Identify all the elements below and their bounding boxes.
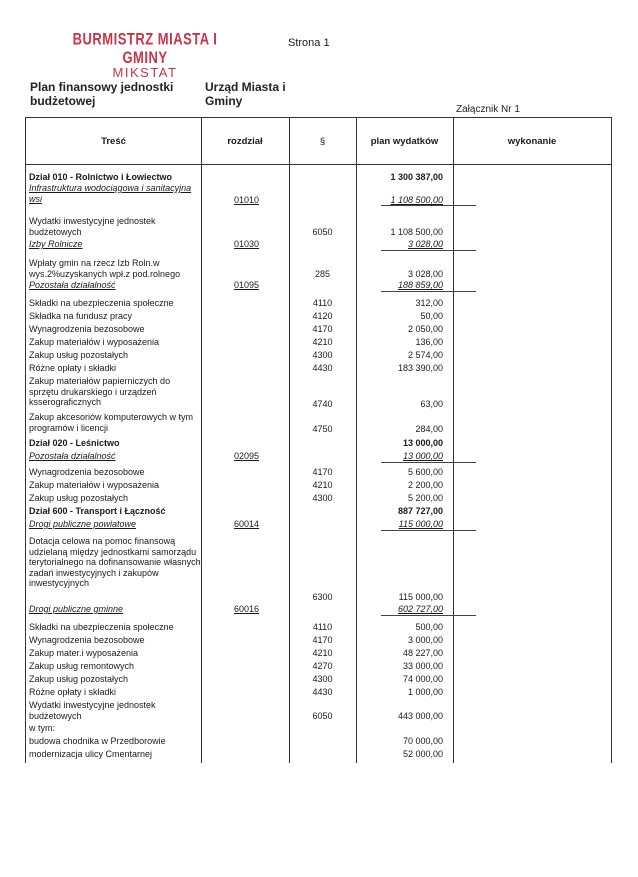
row-plan-amount: 1 108 500,00: [390, 227, 443, 237]
row-plan-amount: 2 200,00: [407, 480, 443, 490]
column-header-paragraph: §: [319, 136, 326, 147]
row-plan-amount: 52 000,00: [402, 749, 443, 759]
subtotal-underline: [381, 615, 476, 616]
row-description: Różne opłaty i składki: [29, 363, 117, 373]
row-description: Dotacja celowa na pomoc finansową udzielaną między jednostkami samorządu terytorialnego na dofinansowanie własnych zadań inwestycyjnych i zakupów inwestycyjnych: [29, 536, 201, 588]
row-plan-amount: 5 600,00: [407, 467, 443, 477]
row-paragraph: 4300: [312, 350, 333, 360]
row-chapter: 02095: [233, 451, 260, 461]
row-plan-amount: 2 574,00: [407, 350, 443, 360]
row-description: budowa chodnika w Przedborowie: [29, 736, 166, 746]
row-plan-amount: 74 000,00: [402, 674, 443, 684]
column-header-plan: plan wydatków: [370, 136, 439, 147]
stamp-line-2: MIKSTAT: [112, 65, 178, 80]
row-plan-amount: 2 050,00: [407, 324, 443, 334]
row-paragraph: 4170: [312, 324, 333, 334]
column-header-rozdzial: rozdział: [227, 136, 263, 147]
row-paragraph: 4110: [312, 622, 333, 632]
row-paragraph: 4210: [312, 480, 333, 490]
row-plan-amount: 115 000,00: [398, 519, 443, 529]
row-chapter: 01030: [233, 239, 260, 249]
row-plan-amount: 33 000,00: [402, 661, 443, 671]
row-plan-amount: 3 028,00: [407, 239, 443, 249]
subtotal-underline: [381, 462, 476, 463]
row-plan-amount: 602 727,00: [397, 604, 443, 614]
row-paragraph: 6050: [312, 711, 333, 721]
row-description: Dział 600 - Transport i Łączność: [29, 506, 166, 516]
row-plan-amount: 115 000,00: [398, 592, 443, 602]
office-name: Urząd Miasta i Gminy: [205, 80, 286, 108]
row-description: Różne opłaty i składki: [29, 687, 117, 697]
row-description: Zakup usług pozostałych: [29, 350, 129, 360]
page-label: Strona 1: [288, 37, 330, 49]
row-plan-amount: 5 200,00: [407, 493, 443, 503]
row-chapter: 01095: [233, 280, 260, 290]
column-divider: [453, 118, 454, 763]
row-chapter: 01010: [233, 195, 260, 205]
row-description: Izby Rolnicze: [29, 239, 83, 249]
row-description: Infrastruktura wodociągowa i sanitacyjna wsi: [29, 183, 192, 204]
row-plan-amount: 13 000,00: [402, 438, 443, 448]
row-paragraph: 4750: [312, 424, 333, 434]
row-paragraph: 4430: [312, 687, 333, 697]
row-description: Drogi publiczne gminne: [29, 604, 124, 614]
row-plan-amount: 312,00: [415, 298, 443, 308]
row-description: Składka na fundusz pracy: [29, 311, 133, 321]
row-paragraph: 6050: [312, 227, 333, 237]
row-plan-amount: 48 227,00: [402, 648, 443, 658]
stamp-line-1: BURMISTRZ MIASTA I GMINY: [72, 29, 218, 67]
row-paragraph: 4170: [312, 467, 333, 477]
row-description: Wynagrodzenia bezosobowe: [29, 467, 145, 477]
subtotal-underline: [381, 291, 476, 292]
document-title: Plan finansowy jednostki budżetowej: [30, 80, 174, 108]
column-header-tresc: Treść: [101, 136, 126, 147]
row-description: Zakup materiałów i wyposażenia: [29, 337, 160, 347]
row-plan-amount: 500,00: [415, 622, 443, 632]
row-plan-amount: 188 859,00: [397, 280, 443, 290]
row-paragraph: 4120: [312, 311, 333, 321]
column-header-wykonanie: wykonanie: [507, 136, 557, 147]
row-plan-amount: 1 108 500,00: [390, 195, 443, 205]
row-description: Wpłaty gmin na rzecz Izb Roln.w wys.2%uzyskanych wpł.z pod.rolnego: [29, 258, 181, 279]
row-plan-amount: 3 028,00: [407, 269, 443, 279]
row-paragraph: 4210: [312, 648, 333, 658]
row-paragraph: 4170: [312, 635, 333, 645]
row-description: Zakup usług pozostałych: [29, 493, 129, 503]
row-description: Zakup materiałów i wyposażenia: [29, 480, 160, 490]
header-divider: [26, 164, 611, 165]
row-plan-amount: 887 727,00: [397, 506, 443, 516]
official-stamp: [70, 29, 220, 80]
row-description: Zakup mater.i wyposażenia: [29, 648, 139, 658]
row-plan-amount: 1 000,00: [407, 687, 443, 697]
subtotal-underline: [381, 530, 476, 531]
row-plan-amount: 284,00: [415, 424, 443, 434]
row-plan-amount: 3 000,00: [407, 635, 443, 645]
row-plan-amount: 50,00: [420, 311, 443, 321]
row-description: Wydatki inwestycyjne jednostek budżetowych: [29, 700, 156, 721]
row-chapter: 60014: [233, 519, 260, 529]
row-description: Zakup usług pozostałych: [29, 674, 129, 684]
row-plan-amount: 1 300 387,00: [390, 172, 443, 182]
row-paragraph: 4300: [312, 493, 333, 503]
row-paragraph: 4430: [312, 363, 333, 373]
row-chapter: 60016: [233, 604, 260, 614]
row-description: Zakup materiałów papierniczych do sprzętu drukarskiego i urządzeń ksserograficznych: [29, 376, 171, 407]
row-paragraph: 4270: [312, 661, 333, 671]
row-plan-amount: 136,00: [415, 337, 443, 347]
subtotal-underline: [381, 250, 476, 251]
row-description: Zakup usług remontowych: [29, 661, 135, 671]
row-paragraph: 4300: [312, 674, 333, 684]
row-description: Dział 020 - Leśnictwo: [29, 438, 120, 448]
row-description: Wydatki inwestycyjne jednostek budżetowych: [29, 216, 156, 237]
row-paragraph: 4740: [312, 399, 333, 409]
row-paragraph: 285: [314, 269, 331, 279]
row-description: Wynagrodzenia bezosobowe: [29, 324, 145, 334]
row-paragraph: 4210: [312, 337, 333, 347]
row-description: Drogi publiczne powiatowe: [29, 519, 137, 529]
row-plan-amount: 13 000,00: [402, 451, 443, 461]
row-description: Składki na ubezpieczenia społeczne: [29, 622, 174, 632]
row-description: Składki na ubezpieczenia społeczne: [29, 298, 174, 308]
row-plan-amount: 70 000,00: [402, 736, 443, 746]
row-description: Wynagrodzenia bezosobowe: [29, 635, 145, 645]
column-divider: [201, 118, 202, 763]
annex-label: Załącznik Nr 1: [456, 104, 520, 115]
row-paragraph: 4110: [312, 298, 333, 308]
row-description: Pozostała działalność: [29, 280, 116, 290]
row-description: Zakup akcesoriów komputerowych w tym programów i licencji: [29, 412, 194, 433]
row-plan-amount: 183 390,00: [397, 363, 443, 373]
row-description: Pozostała działalność: [29, 451, 116, 461]
row-plan-amount: 443 000,00: [397, 711, 443, 721]
row-plan-amount: 63,00: [420, 399, 443, 409]
row-paragraph: 6300: [312, 592, 333, 602]
row-description: w tym:: [29, 723, 55, 733]
row-description: Dział 010 - Rolnictwo i Łowiectwo: [29, 172, 173, 182]
row-description: modernizacja ulicy Cmentarnej: [29, 749, 153, 759]
budget-table: [25, 117, 612, 763]
subtotal-underline: [381, 205, 476, 206]
